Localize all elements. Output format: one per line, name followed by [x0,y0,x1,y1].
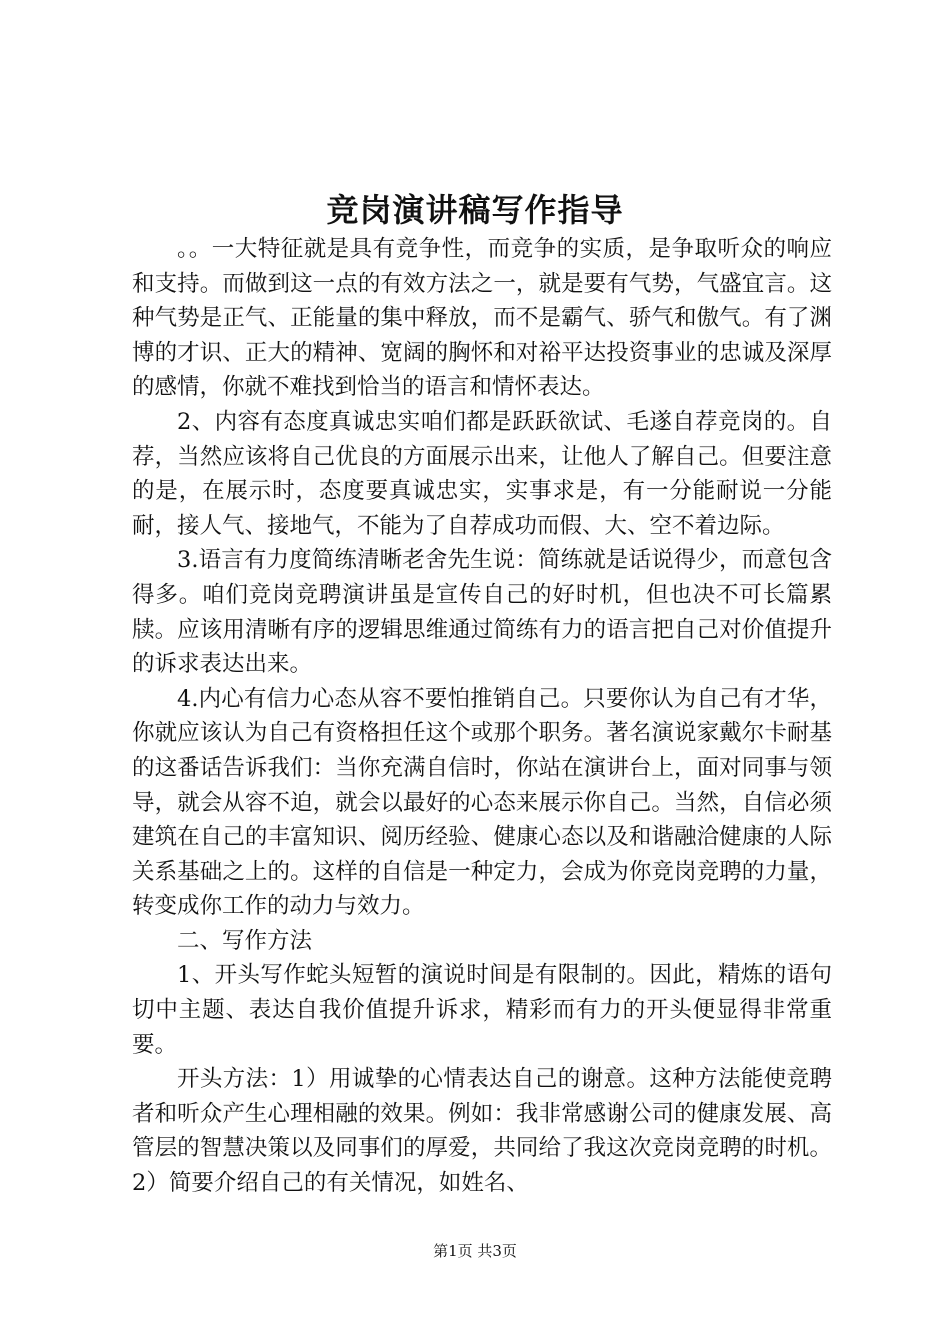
document-body [132,232,832,1201]
document-title: 竞岗演讲稿写作指导 [326,191,624,229]
page-footer: 第1页 共3页 [433,1242,517,1260]
section-heading-writing-methods: 二、写作方法 [177,927,313,954]
paragraph-3: 3.语言有力度简练清晰老舍先生说：简练就是话说得少，而意包含得多。咱们竞岗竞聘演讲虽是宣传自己的好时机，但也决不可长篇累牍。应该用清晰有序的逻辑思维通过简练有力的语言把自己对价值提升的诉求表达出来。 [132,547,832,678]
paragraph-2: 2、内容有态度真诚忠实咱们都是跃跃欲试、毛遂自荐竞岗的。自荐，当然应该将自己优良的方面展示出来，让他人了解自己。但要注意的是，在展示时，态度要真诚忠实，实事求是，有一分能耐说一分能耐，接人气、接地气，不能为了自荐成功而假、大、空不着边际。 [132,408,832,539]
paragraph-5: 1、开头写作蛇头短暂的演说时间是有限制的。因此，精炼的语句切中主题、表达自我价值提升诉求，精彩而有力的开头便显得非常重要。 [132,962,832,1058]
paragraph-6: 开头方法：1）用诚挚的心情表达自己的谢意。这种方法能使竞聘者和听众产生心理相融的效果。例如：我非常感谢公司的健康发展、高管层的智慧决策以及同事们的厚爱，共同给了我这次竞岗竞聘的时机。2）简要介绍自己的有关情况，如姓名、 [132,1066,832,1197]
paragraph-1: 。。一大特征就是具有竞争性，而竞争的实质，是争取听众的响应和支持。而做到这一点的有效方法之一，就是要有气势，气盛宜言。这种气势是正气、正能量的集中释放，而不是霸气、骄气和傲气。有了渊博的才识、正大的精神、宽阔的胸怀和对裕平达投资事业的忠诚及深厚的感情，你就不难找到恰当的语言和情怀表达。 [132,236,832,401]
paragraph-4: 4.内心有信力心态从容不要怕推销自己。只要你认为自己有才华，你就应该认为自己有资格担任这个或那个职务。著名演说家戴尔卡耐基的这番话告诉我们：当你充满自信时，你站在演讲台上，面对同事与领导，就会从容不迫，就会以最好的心态来展示你自己。当然，自信必须建筑在自己的丰富知识、阅历经验、健康心态以及和谐融洽健康的人际关系基础之上的。这样的自信是一种定力，会成为你竞岗竞聘的力量，转变成你工作的动力与效力。 [132,685,832,920]
